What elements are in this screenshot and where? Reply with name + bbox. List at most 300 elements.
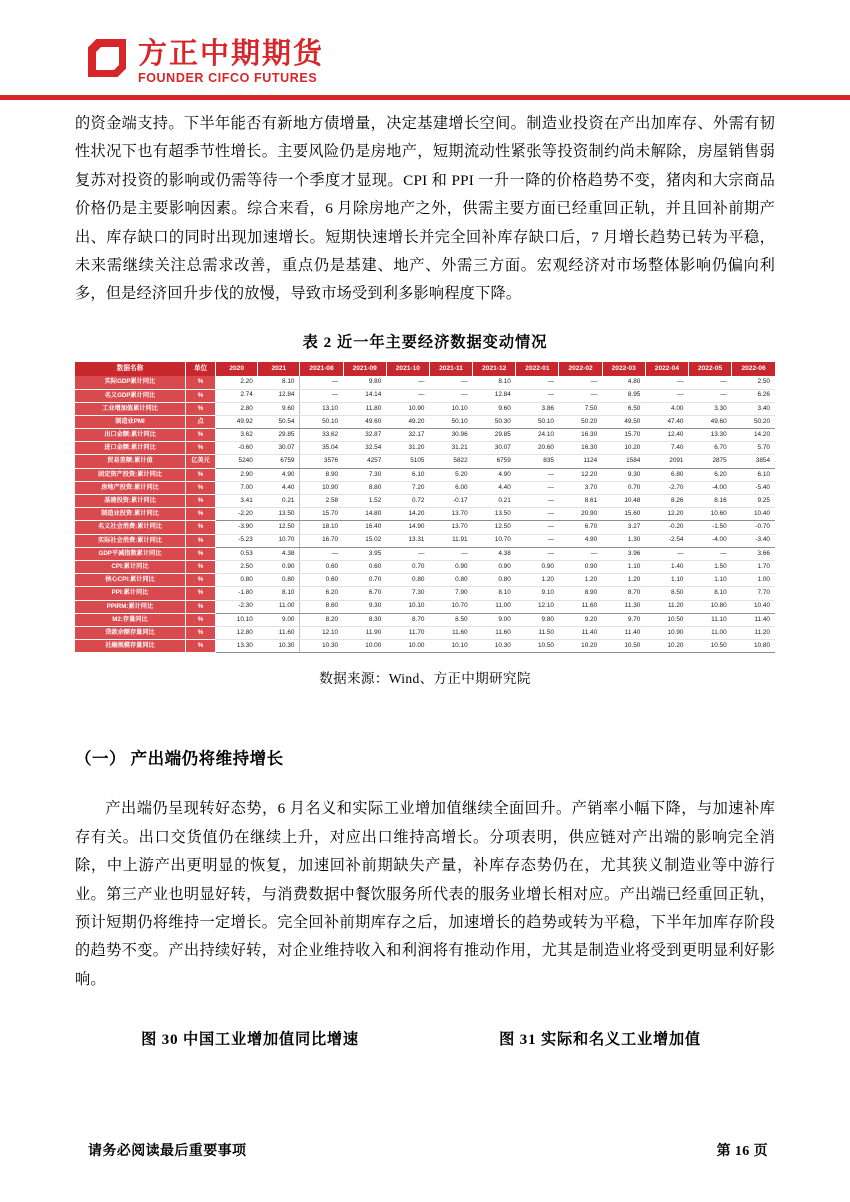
data-cell: 12.10 — [300, 626, 343, 639]
data-cell: 2.90 — [216, 468, 258, 481]
data-cell: 5105 — [386, 455, 429, 468]
data-cell: 11.80 — [343, 402, 386, 415]
data-cell: 4.40 — [258, 481, 300, 494]
data-cell: 0.80 — [473, 574, 516, 587]
data-cell: 6.10 — [386, 468, 429, 481]
row-unit: % — [185, 600, 215, 613]
data-cell: 6.80 — [645, 468, 688, 481]
data-cell: 13.30 — [688, 429, 731, 442]
figure-30-caption: 图 30 中国工业增加值同比增速 — [141, 1031, 359, 1049]
data-cell: — — [300, 389, 343, 402]
table-row — [75, 560, 775, 573]
row-label: 基建投资:累计同比 — [75, 495, 185, 508]
data-cell: — — [516, 376, 559, 389]
data-cell: -0.60 — [216, 442, 258, 455]
row-label: 固定资产投资:累计同比 — [75, 468, 185, 481]
data-cell: 0.21 — [258, 495, 300, 508]
data-cell: 1.40 — [645, 560, 688, 573]
data-cell: 8.70 — [602, 587, 645, 600]
data-cell: 9.00 — [258, 613, 300, 626]
row-unit: % — [185, 640, 215, 653]
data-cell: 2.80 — [216, 402, 258, 415]
table-row — [75, 429, 775, 442]
table-source: 数据来源：Wind、方正中期研究院 — [319, 671, 531, 687]
th-2021-10: 2021-10 — [386, 362, 429, 376]
data-cell: 10.70 — [258, 534, 300, 547]
data-cell: 13.31 — [386, 534, 429, 547]
data-cell: 9.10 — [516, 587, 559, 600]
data-cell: 1.10 — [602, 560, 645, 573]
data-cell: 11.40 — [559, 626, 602, 639]
table-row — [75, 468, 775, 481]
data-cell: 8.10 — [688, 587, 731, 600]
data-cell: 5240 — [216, 455, 258, 468]
row-label: 房地产投资:累计同比 — [75, 481, 185, 494]
data-cell: 18.10 — [300, 521, 343, 534]
data-cell: 6.70 — [343, 587, 386, 600]
data-cell: 50.20 — [732, 415, 775, 428]
data-cell: 11.10 — [688, 613, 731, 626]
data-cell: 3.95 — [343, 547, 386, 560]
data-cell: 2875 — [688, 455, 731, 468]
data-cell: 8.61 — [559, 495, 602, 508]
table-header-row — [75, 362, 775, 376]
table-row — [75, 534, 775, 547]
data-cell: 10.90 — [300, 481, 343, 494]
data-cell: 4.38 — [473, 547, 516, 560]
data-cell: 10.10 — [216, 613, 258, 626]
data-cell: 10.70 — [473, 534, 516, 547]
row-unit: % — [185, 429, 215, 442]
economic-data-table — [75, 362, 775, 653]
table-row — [75, 640, 775, 653]
data-cell: 7.20 — [386, 481, 429, 494]
data-cell: 835 — [516, 455, 559, 468]
data-cell: -3.90 — [216, 521, 258, 534]
data-cell: 2.50 — [732, 376, 775, 389]
data-cell: 3.62 — [216, 429, 258, 442]
data-cell: 10.30 — [300, 640, 343, 653]
table-row — [75, 376, 775, 389]
data-cell: 10.80 — [688, 600, 731, 613]
data-cell: 4.80 — [602, 376, 645, 389]
data-cell: 50.54 — [258, 415, 300, 428]
table-caption: 表 2 近一年主要经济数据变动情况 — [302, 333, 548, 351]
th-2020: 2020 — [216, 362, 258, 376]
data-cell: 10.90 — [645, 626, 688, 639]
data-cell: 14.14 — [343, 389, 386, 402]
data-cell: 12.84 — [258, 389, 300, 402]
data-cell: 11.50 — [516, 626, 559, 639]
th-2022-04: 2022-04 — [645, 362, 688, 376]
data-cell: 2.58 — [300, 495, 343, 508]
row-unit: % — [185, 508, 215, 521]
data-cell: 6.20 — [300, 587, 343, 600]
data-cell: — — [386, 389, 429, 402]
data-cell: 10.50 — [688, 640, 731, 653]
data-cell: 10.48 — [602, 495, 645, 508]
data-cell: -0.70 — [732, 521, 775, 534]
data-cell: 10.00 — [386, 640, 429, 653]
data-cell: 50.10 — [300, 415, 343, 428]
table-row — [75, 587, 775, 600]
data-cell: 49.60 — [688, 415, 731, 428]
header-divider — [0, 95, 850, 100]
data-cell: 8.50 — [429, 613, 472, 626]
data-cell: 12.40 — [645, 429, 688, 442]
data-cell: 1.50 — [688, 560, 731, 573]
th-2021: 2021 — [258, 362, 300, 376]
data-cell: 13.70 — [429, 521, 472, 534]
data-cell: — — [516, 495, 559, 508]
data-cell: 0.21 — [473, 495, 516, 508]
data-cell: 10.10 — [386, 600, 429, 613]
data-cell: — — [645, 376, 688, 389]
row-unit: % — [185, 495, 215, 508]
data-cell: 10.30 — [258, 640, 300, 653]
figure-caption-row — [75, 1028, 775, 1049]
data-cell: 50.30 — [473, 415, 516, 428]
data-cell: 0.60 — [300, 560, 343, 573]
data-cell: 14.20 — [732, 429, 775, 442]
data-cell: 4.38 — [258, 547, 300, 560]
data-cell: 8.10 — [258, 376, 300, 389]
data-cell: 8.90 — [559, 587, 602, 600]
data-cell: 13.10 — [300, 402, 343, 415]
data-cell: 33.62 — [300, 429, 343, 442]
th-2021-11: 2021-11 — [429, 362, 472, 376]
data-cell: 8.10 — [258, 587, 300, 600]
data-cell: — — [516, 547, 559, 560]
data-cell: — — [645, 389, 688, 402]
data-cell: — — [516, 389, 559, 402]
row-unit: % — [185, 442, 215, 455]
data-cell: 3.40 — [732, 402, 775, 415]
table-row — [75, 626, 775, 639]
row-label: 核心CPI:累计同比 — [75, 574, 185, 587]
data-cell: 6.50 — [602, 402, 645, 415]
data-cell: 30.07 — [473, 442, 516, 455]
data-cell: 0.60 — [343, 560, 386, 573]
data-cell: 12.20 — [645, 508, 688, 521]
th-2022-03: 2022-03 — [602, 362, 645, 376]
data-cell: 9.20 — [559, 613, 602, 626]
data-cell: 20.90 — [559, 508, 602, 521]
data-cell: 8.70 — [386, 613, 429, 626]
table-row — [75, 495, 775, 508]
data-cell: 11.60 — [559, 600, 602, 613]
data-cell: 29.85 — [258, 429, 300, 442]
table-row — [75, 455, 775, 468]
row-unit: % — [185, 613, 215, 626]
data-cell: 2.20 — [216, 376, 258, 389]
th-2022-01: 2022-01 — [516, 362, 559, 376]
row-label: 名义社会消费:累计同比 — [75, 521, 185, 534]
data-cell: 10.80 — [732, 640, 775, 653]
data-cell: 6.20 — [688, 468, 731, 481]
row-label: 实际社会消费:累计同比 — [75, 534, 185, 547]
figure-31-caption: 图 31 实际和名义工业增加值 — [499, 1031, 701, 1049]
row-unit: % — [185, 560, 215, 573]
data-cell: -4.00 — [688, 481, 731, 494]
data-cell: 6.10 — [732, 468, 775, 481]
data-cell: 50.10 — [516, 415, 559, 428]
data-cell: 12.10 — [516, 600, 559, 613]
data-cell: 12.50 — [258, 521, 300, 534]
data-cell: 4.40 — [473, 481, 516, 494]
data-cell: 50.10 — [429, 415, 472, 428]
data-cell: 7.00 — [216, 481, 258, 494]
data-cell: 9.60 — [473, 402, 516, 415]
data-cell: 7.50 — [559, 402, 602, 415]
data-cell: 10.10 — [429, 402, 472, 415]
data-cell: — — [559, 389, 602, 402]
data-cell: 3.70 — [559, 481, 602, 494]
row-label: 进口金额:累计同比 — [75, 442, 185, 455]
data-cell: -1.80 — [216, 587, 258, 600]
data-cell: 10.90 — [386, 402, 429, 415]
row-label: PPI:累计同比 — [75, 587, 185, 600]
row-label: 出口金额:累计同比 — [75, 429, 185, 442]
data-cell: 3.30 — [688, 402, 731, 415]
data-cell: 1.20 — [559, 574, 602, 587]
data-cell: — — [516, 481, 559, 494]
data-cell: — — [559, 376, 602, 389]
data-cell: 11.90 — [343, 626, 386, 639]
data-cell: 9.30 — [602, 468, 645, 481]
data-cell: — — [386, 547, 429, 560]
data-cell: 6.00 — [429, 481, 472, 494]
data-cell: 1.70 — [732, 560, 775, 573]
data-cell: 12.20 — [559, 468, 602, 481]
data-cell: 7.90 — [429, 587, 472, 600]
data-cell: 10.70 — [429, 600, 472, 613]
th-2021-12: 2021-12 — [473, 362, 516, 376]
table-row — [75, 574, 775, 587]
data-cell: 6.70 — [559, 521, 602, 534]
row-unit: % — [185, 534, 215, 547]
data-cell: 7.30 — [343, 468, 386, 481]
data-cell: 16.30 — [559, 429, 602, 442]
data-cell: 9.00 — [473, 613, 516, 626]
row-label: 社融规模存量同比 — [75, 640, 185, 653]
data-cell: 24.10 — [516, 429, 559, 442]
data-cell: 30.07 — [258, 442, 300, 455]
data-cell: — — [516, 508, 559, 521]
paragraph-macro-summary: 的资金端支持。下半年能否有新地方债增量，决定基建增长空间。制造业投资在产出加库存、外需有韧性状况下也有超季节性增长。主要风险仍是房地产，短期流动性紧张等投资制约尚未解除，房屋销售弱复苏对投资的影响或仍需等待一个季度才显现。CPI 和 PPI 一升一降的价格趋势不变，猪肉和大宗商品价格仍是主要影响因素。综合来看，6 月除房地产之外，供需主要方面已经重回正轨，并且回补前期产出、库存缺口的同时出现加速增长。短期快速增长并完全回补库存缺口后，7 月增长趋势已转为平稳，未来需继续关注总需求改善，重点仍是基建、地产、外需三方面。宏观经济对市场整体影响仍偏向利多，但是经济回升步伐的放慢，导致市场受到利多影响程度下降。 — [75, 115, 775, 303]
data-cell: — — [688, 389, 731, 402]
data-cell: 47.40 — [645, 415, 688, 428]
row-unit: % — [185, 547, 215, 560]
data-cell: 32.87 — [343, 429, 386, 442]
data-cell: 49.60 — [343, 415, 386, 428]
data-cell: 3.41 — [216, 495, 258, 508]
data-cell: -0.20 — [645, 521, 688, 534]
row-unit: % — [185, 402, 215, 415]
data-cell: — — [688, 376, 731, 389]
data-cell: 4.90 — [258, 468, 300, 481]
data-cell: 7.30 — [386, 587, 429, 600]
data-cell: 11.70 — [386, 626, 429, 639]
data-cell: — — [688, 547, 731, 560]
data-cell: 6759 — [258, 455, 300, 468]
data-cell: 12.50 — [473, 521, 516, 534]
data-cell: 8.90 — [300, 468, 343, 481]
data-cell: — — [386, 376, 429, 389]
row-label: 实际GDP累计同比 — [75, 376, 185, 389]
data-cell: 15.70 — [602, 429, 645, 442]
data-cell: -4.00 — [688, 534, 731, 547]
data-cell: 4.90 — [473, 468, 516, 481]
data-cell: 1124 — [559, 455, 602, 468]
row-unit: % — [185, 376, 215, 389]
data-cell: 0.70 — [386, 560, 429, 573]
data-cell: 13.50 — [258, 508, 300, 521]
data-cell: 13.70 — [429, 508, 472, 521]
data-cell: 10.20 — [602, 442, 645, 455]
data-cell: -5.23 — [216, 534, 258, 547]
data-cell: 10.50 — [645, 613, 688, 626]
data-cell: 2.74 — [216, 389, 258, 402]
data-cell: 3.66 — [732, 547, 775, 560]
data-cell: -1.50 — [688, 521, 731, 534]
data-cell: 4.00 — [645, 402, 688, 415]
data-cell: 14.20 — [386, 508, 429, 521]
row-label: 名义GDP累计同比 — [75, 389, 185, 402]
data-cell: 49.92 — [216, 415, 258, 428]
data-cell: 1.00 — [732, 574, 775, 587]
row-unit: 点 — [185, 415, 215, 428]
data-cell: 0.90 — [473, 560, 516, 573]
row-unit: % — [185, 468, 215, 481]
table-row — [75, 547, 775, 560]
footer-page-number: 第 16 页 — [716, 1144, 768, 1159]
data-cell: 10.60 — [688, 508, 731, 521]
row-unit: 亿美元 — [185, 455, 215, 468]
data-cell: 1.20 — [516, 574, 559, 587]
data-cell: — — [300, 547, 343, 560]
data-cell: -0.17 — [429, 495, 472, 508]
data-cell: 8.16 — [688, 495, 731, 508]
th-2022-02: 2022-02 — [559, 362, 602, 376]
footer-disclaimer: 请务必阅读最后重要事项 — [88, 1144, 247, 1159]
th-2022-06: 2022-06 — [732, 362, 775, 376]
row-unit: % — [185, 626, 215, 639]
data-cell: 3.86 — [516, 402, 559, 415]
data-cell: 7.70 — [732, 587, 775, 600]
data-cell: 0.70 — [343, 574, 386, 587]
data-cell: 11.60 — [473, 626, 516, 639]
data-cell: 14.90 — [386, 521, 429, 534]
data-cell: -2.70 — [645, 481, 688, 494]
data-cell: — — [516, 521, 559, 534]
table-body — [75, 376, 775, 653]
data-cell: 0.90 — [258, 560, 300, 573]
data-cell: 10.50 — [602, 640, 645, 653]
data-cell: 10.40 — [732, 600, 775, 613]
row-unit: % — [185, 389, 215, 402]
data-cell: 10.00 — [343, 640, 386, 653]
data-cell: — — [300, 376, 343, 389]
company-logo — [88, 38, 324, 85]
data-cell: 9.25 — [732, 495, 775, 508]
data-cell: 32.17 — [386, 429, 429, 442]
data-cell: 2.50 — [216, 560, 258, 573]
table-row — [75, 600, 775, 613]
row-label: 工业增加值累计同比 — [75, 402, 185, 415]
data-cell: 31.20 — [386, 442, 429, 455]
data-cell: — — [429, 376, 472, 389]
data-cell: 8.80 — [343, 481, 386, 494]
data-cell: 31.21 — [429, 442, 472, 455]
data-cell: 6.26 — [732, 389, 775, 402]
data-cell: 1.30 — [602, 534, 645, 547]
data-cell: 13.50 — [473, 508, 516, 521]
th-name: 数据名称 — [75, 362, 185, 376]
data-cell: -2.20 — [216, 508, 258, 521]
data-cell: 8.95 — [602, 389, 645, 402]
data-cell: 30.96 — [429, 429, 472, 442]
data-cell: 11.60 — [429, 626, 472, 639]
table-row — [75, 613, 775, 626]
data-cell: 11.00 — [258, 600, 300, 613]
data-cell: 0.53 — [216, 547, 258, 560]
table-row — [75, 442, 775, 455]
table-row — [75, 508, 775, 521]
data-cell: 16.40 — [343, 521, 386, 534]
data-cell: 8.10 — [473, 587, 516, 600]
logo-chinese-name: 方正中期期货 — [138, 36, 325, 70]
data-cell: 12.80 — [216, 626, 258, 639]
data-cell: 50.20 — [559, 415, 602, 428]
data-cell: 0.70 — [602, 481, 645, 494]
row-label: CPI:累计同比 — [75, 560, 185, 573]
data-cell: 16.70 — [300, 534, 343, 547]
data-cell: 35.04 — [300, 442, 343, 455]
data-cell: 8.50 — [645, 587, 688, 600]
data-cell: 6759 — [473, 455, 516, 468]
data-cell: 14.80 — [343, 508, 386, 521]
data-cell: 20.60 — [516, 442, 559, 455]
data-cell: 11.00 — [473, 600, 516, 613]
data-cell: 9.80 — [343, 376, 386, 389]
data-cell: — — [645, 547, 688, 560]
row-label: GDP平减指数累计同比 — [75, 547, 185, 560]
data-cell: 15.60 — [602, 508, 645, 521]
page-footer — [0, 1140, 850, 1160]
data-cell: 5.20 — [429, 468, 472, 481]
data-cell: 8.20 — [300, 613, 343, 626]
data-cell: 15.02 — [343, 534, 386, 547]
data-cell: 0.60 — [300, 574, 343, 587]
data-cell: 10.20 — [645, 640, 688, 653]
data-cell: 10.10 — [429, 640, 472, 653]
data-cell: 13.30 — [216, 640, 258, 653]
data-cell: 8.60 — [300, 600, 343, 613]
data-cell: 0.80 — [386, 574, 429, 587]
data-cell: 8.10 — [473, 376, 516, 389]
row-unit: % — [185, 521, 215, 534]
data-cell: 9.80 — [516, 613, 559, 626]
row-label: 制造业投资:累计同比 — [75, 508, 185, 521]
data-cell: 9.60 — [258, 402, 300, 415]
data-cell: 5822 — [429, 455, 472, 468]
data-cell: — — [516, 534, 559, 547]
data-cell: 4.90 — [559, 534, 602, 547]
row-label: PPIRM:累计同比 — [75, 600, 185, 613]
data-cell: 0.80 — [216, 574, 258, 587]
data-cell: 3576 — [300, 455, 343, 468]
